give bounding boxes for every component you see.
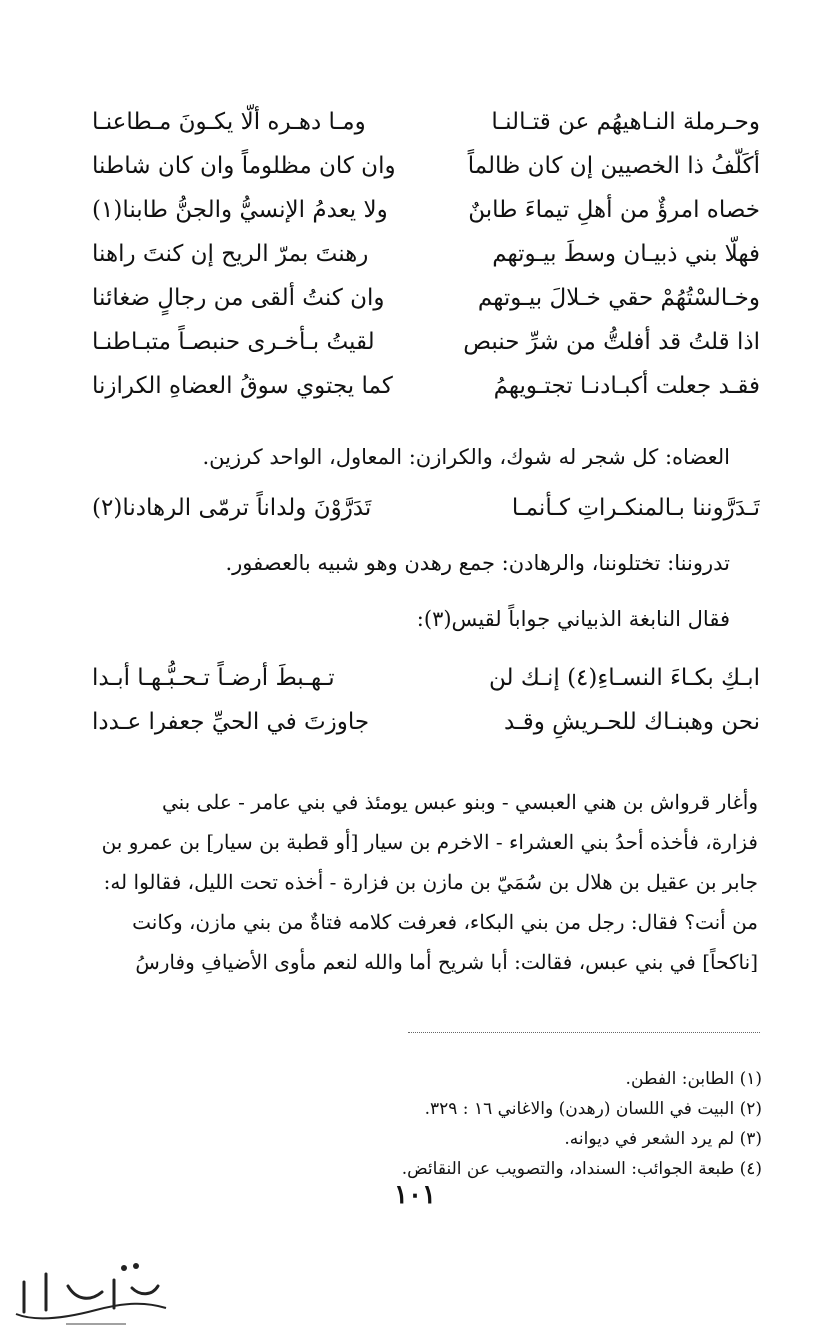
prose-line: من أنت؟ فقال: رجل من بني البكاء، فعرفت كلامه فتاةٌ من بني مازن، وكانت bbox=[132, 910, 758, 934]
footnote: (١) الطابن: الفطن. bbox=[625, 1069, 762, 1089]
footnote: (٣) لم يرد الشعر في ديوانه. bbox=[564, 1129, 762, 1149]
poem-intro: فقال النابغة الذبياني جواباً لقيس(٣): bbox=[416, 607, 730, 631]
prose-paragraph bbox=[58, 782, 758, 982]
verse-line: وحـرملة النـاهيهُم عن قتـالنـا ومـا دهـره ألّا يكـونَ مـطاعنـا bbox=[92, 109, 760, 135]
verse-line: اذا قلتُ قد أفلتُّ من شرِّ حنبص لقيتُ بـأخـرى حنبصـاً متبـاطنـا bbox=[92, 329, 760, 355]
prose-line: وأغار قرواش بن هني العبسي - وبنو عبس يومئذ في بني عامر - على بني bbox=[161, 790, 758, 814]
prose-line: جابر بن عقيل بن هلال بن سُمَيّ بن مازن بن فزارة - أخذه تحت الليل، فقالوا له: bbox=[103, 870, 758, 894]
verse-line: أكَلّفُ ذا الخصيين إن كان ظالماً وان كان مظلوماً وان كان شاطنا bbox=[92, 153, 760, 179]
prose-line: فزارة، فأخذه أحدُ بني العشراء - الاخرم بن سيار [أو قطبة بن سيار] بن عمرو بن bbox=[101, 830, 758, 854]
footnote: (٢) البيت في اللسان (رهدن) والاغاني ١٦ : ٣٢٩. bbox=[424, 1099, 762, 1119]
verse-line: فهلّا بني ذبيـان وسطَ بيـوتهم رهنتَ بمرّ الريح إن كنتَ راهنا bbox=[92, 241, 760, 267]
poem-nabigha bbox=[92, 656, 760, 744]
hemistich: تَـدَرَّوننا بـالمنكـراتِ كـأنمـا bbox=[511, 495, 760, 521]
gloss-line: العضاه: كل شجر له شوك، والكرازن: المعاول، الواحد كرزين. bbox=[202, 445, 730, 469]
footnotes bbox=[72, 1064, 762, 1184]
verse-line: فقـد جعلت أكبـادنـا تجتـويهمُ كما يجتوي سوقُ العضاهِ الكرازنا bbox=[92, 373, 760, 399]
watermark-logo bbox=[6, 1252, 174, 1336]
verse-line: ابـكِ بكـاءَ النسـاءِ(٤) إنـك لن تـهـبطَ أرضـاً تـحـبُّـهـا أبـدا bbox=[92, 665, 760, 691]
verse-line: وخـالسْتُهُمْ حقي خـلالَ بيـوتهم وان كنتُ ألقى من رجالٍ ضغائنا bbox=[92, 285, 760, 311]
verse-line: نحن وهبنـاك للحـريشِ وقـد جاوزتَ في الحيِّ جعفرا عـددا bbox=[92, 709, 760, 735]
poem-qays bbox=[92, 100, 760, 408]
footnote: (٤) طبعة الجوائب: السنداد، والتصويب عن النقائض. bbox=[401, 1159, 762, 1179]
verse-line bbox=[92, 488, 760, 528]
verse-line: خصاه امرؤٌ من أهلِ تيماءَ طابنٌ ولا يعدمُ الإنسيُّ والجنُّ طابنا(١) bbox=[92, 197, 760, 223]
prose-line: [ناكحاً] في بني عبس، فقالت: أبا شريح أما والله لنعم مأوى الأضيافِ وفارسُ bbox=[135, 950, 758, 974]
hemistich: تَدَرَّوْنَ ولداناً ترمّى الرهادنا(٢) bbox=[92, 495, 372, 521]
gloss-line: تدروننا: تختلوننا، والرهادن: جمع رهدن وهو شبيه بالعصفور. bbox=[225, 551, 730, 575]
footnote-separator bbox=[408, 1032, 760, 1033]
page-number: ١٠١ bbox=[394, 1180, 436, 1210]
